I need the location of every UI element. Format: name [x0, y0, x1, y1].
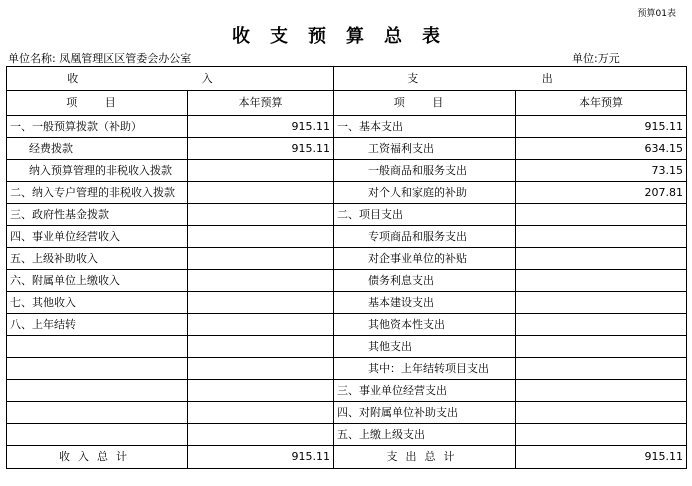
income-item — [7, 424, 188, 446]
table-row — [7, 182, 687, 204]
table-row — [7, 358, 687, 380]
expense-total-label: 支出总计 — [334, 446, 516, 469]
expense-item: 基本建设支出 — [334, 292, 516, 314]
unit-name: 单位名称: 凤凰管理区区管委会办公室 — [8, 52, 192, 65]
income-item: 四、事业单位经营收入 — [7, 226, 188, 248]
expense-budget-header: 本年预算 — [516, 91, 687, 116]
expense-item: 其中：上年结转项目支出 — [334, 358, 516, 380]
table-subheader-row — [7, 91, 687, 116]
page-title: 收支预算总表 — [232, 26, 460, 47]
table-row — [7, 380, 687, 402]
income-value — [188, 358, 334, 380]
expense-value: 207.81 — [516, 182, 687, 204]
income-value — [188, 270, 334, 292]
expense-item: 五、上缴上级支出 — [334, 424, 516, 446]
income-value: 915.11 — [188, 138, 334, 160]
expense-item: 其他支出 — [334, 336, 516, 358]
expense-item: 工资福利支出 — [334, 138, 516, 160]
total-row — [7, 446, 687, 469]
expense-value — [516, 358, 687, 380]
expense-item: 一、基本支出 — [334, 116, 516, 138]
income-item — [7, 358, 188, 380]
expense-item: 三、事业单位经营支出 — [334, 380, 516, 402]
income-item-header: 项 目 — [7, 91, 188, 116]
expense-value — [516, 292, 687, 314]
income-item: 六、附属单位上缴收入 — [7, 270, 188, 292]
table-row — [7, 138, 687, 160]
expense-header: 支 出 — [334, 67, 687, 91]
expense-item: 债务利息支出 — [334, 270, 516, 292]
income-value: 915.11 — [188, 116, 334, 138]
money-unit: 单位:万元 — [572, 52, 620, 65]
table-row — [7, 226, 687, 248]
income-value — [188, 248, 334, 270]
income-value — [188, 424, 334, 446]
expense-item: 四、对附属单位补助支出 — [334, 402, 516, 424]
table-row — [7, 248, 687, 270]
expense-item: 专项商品和服务支出 — [334, 226, 516, 248]
table-header-row — [7, 67, 687, 91]
income-item — [7, 380, 188, 402]
income-item — [7, 336, 188, 358]
income-value — [188, 402, 334, 424]
income-item: 二、纳入专户管理的非税收入拨款 — [7, 182, 188, 204]
income-header: 收 入 — [7, 67, 334, 91]
expense-value — [516, 270, 687, 292]
income-item: 三、政府性基金拨款 — [7, 204, 188, 226]
table-row — [7, 160, 687, 182]
expense-value: 73.15 — [516, 160, 687, 182]
income-value — [188, 292, 334, 314]
income-budget-header: 本年预算 — [188, 91, 334, 116]
expense-value — [516, 336, 687, 358]
income-item: 七、其他收入 — [7, 292, 188, 314]
table-row — [7, 116, 687, 138]
form-id: 预算01表 — [637, 9, 676, 19]
income-item: 八、上年结转 — [7, 314, 188, 336]
expense-item: 二、项目支出 — [334, 204, 516, 226]
income-value — [188, 204, 334, 226]
expense-value — [516, 248, 687, 270]
income-value — [188, 336, 334, 358]
table-row — [7, 314, 687, 336]
expense-item-header: 项 目 — [334, 91, 516, 116]
table-row — [7, 424, 687, 446]
table-row — [7, 204, 687, 226]
income-item: 一、一般预算拨款（补助） — [7, 116, 188, 138]
expense-value — [516, 314, 687, 336]
expense-item: 一般商品和服务支出 — [334, 160, 516, 182]
table-row — [7, 292, 687, 314]
income-item — [7, 402, 188, 424]
income-value — [188, 314, 334, 336]
table-row — [7, 336, 687, 358]
expense-total-value: 915.11 — [516, 446, 687, 469]
income-item: 经费拨款 — [7, 138, 188, 160]
income-value — [188, 160, 334, 182]
expense-item: 对企事业单位的补贴 — [334, 248, 516, 270]
income-value — [188, 226, 334, 248]
income-value — [188, 182, 334, 204]
expense-item: 其他资本性支出 — [334, 314, 516, 336]
budget-table — [6, 66, 687, 469]
expense-value — [516, 204, 687, 226]
expense-item: 对个人和家庭的补助 — [334, 182, 516, 204]
income-total-value: 915.11 — [188, 446, 334, 469]
expense-value: 634.15 — [516, 138, 687, 160]
table-row — [7, 402, 687, 424]
expense-value — [516, 402, 687, 424]
expense-value — [516, 226, 687, 248]
expense-value: 915.11 — [516, 116, 687, 138]
income-item: 纳入预算管理的非税收入拨款 — [7, 160, 188, 182]
expense-value — [516, 380, 687, 402]
income-value — [188, 380, 334, 402]
income-total-label: 收入总计 — [7, 446, 188, 469]
expense-value — [516, 424, 687, 446]
table-row — [7, 270, 687, 292]
income-item: 五、上级补助收入 — [7, 248, 188, 270]
